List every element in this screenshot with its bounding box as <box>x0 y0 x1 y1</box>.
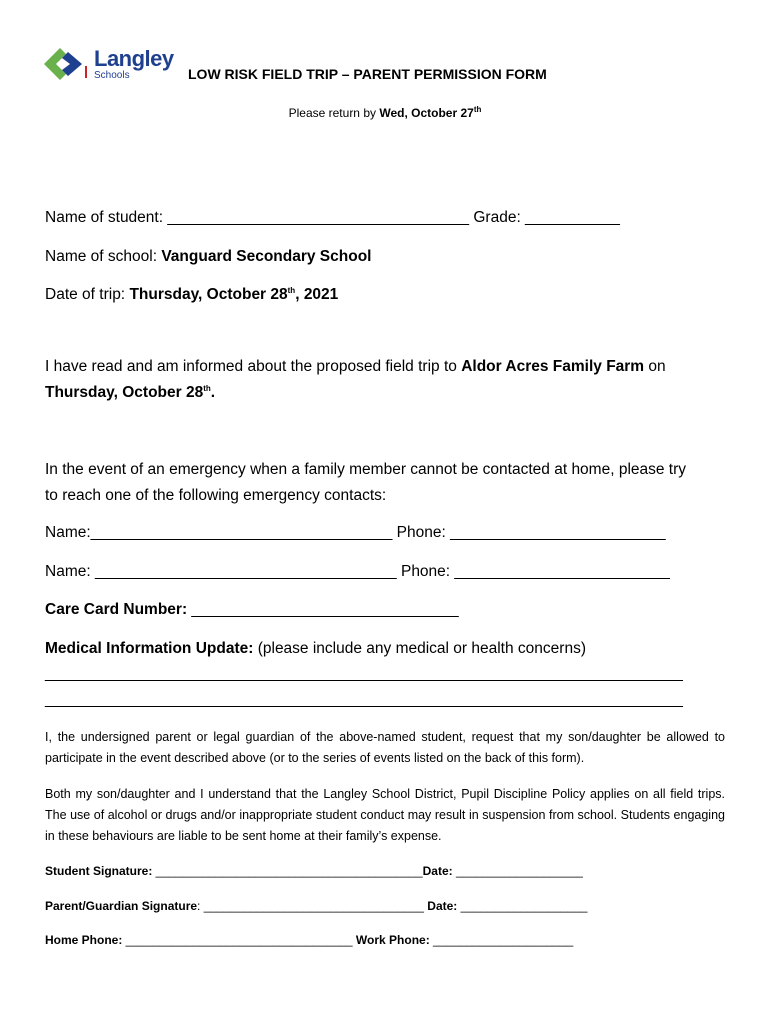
informed-date-suffix: th <box>203 384 211 393</box>
parent-date-label: Date: <box>427 899 458 913</box>
logo-mark-icon <box>44 46 92 82</box>
medical-info-blank-2[interactable]: __________________________________________________________________________ <box>45 691 683 708</box>
student-signature-row[interactable] <box>45 864 583 878</box>
phone-row[interactable] <box>45 933 573 947</box>
return-by-prefix: Please return by <box>288 106 380 120</box>
emergency-line-1: In the event of an emergency when a family member cannot be contacted at home, please try <box>45 461 687 478</box>
logo-sub-text: Schools <box>94 70 130 81</box>
trip-date-suffix: th <box>287 286 296 295</box>
informed-line-1 <box>45 358 666 376</box>
emergency-contact-1-field[interactable]: Name:___________________________________ Phone: _________________________ <box>45 524 666 541</box>
return-by-date: Wed, October 27 <box>379 106 474 120</box>
care-card-line: _______________________________ <box>187 601 459 618</box>
emergency-line-2: to reach one of the following emergency contacts: <box>45 487 387 504</box>
parent-signature-row[interactable] <box>45 899 587 913</box>
consent-paragraph-1: I, the undersigned parent or legal guardian of the above-named student, request that my son/daughter be allowed to participate in the event described above (or to the series of events listed on the back of this form). <box>45 730 725 765</box>
school-name-line <box>45 248 371 266</box>
trip-date-year: , 2021 <box>295 286 339 304</box>
student-name-grade-field[interactable]: Name of student: ___________________________________ Grade: ___________ <box>45 209 620 226</box>
informed-date: Thursday, October 28 <box>45 384 204 402</box>
work-phone-label: Work Phone: <box>352 933 430 947</box>
care-card-field[interactable] <box>45 601 459 619</box>
work-phone-line: _____________________ <box>429 933 574 947</box>
form-title: LOW RISK FIELD TRIP – PARENT PERMISSION FORM <box>188 66 547 82</box>
medical-info-label: Medical Information Update: <box>45 640 254 657</box>
home-phone-line: __________________________________ <box>122 933 353 947</box>
school-label: Name of school: <box>45 248 162 265</box>
school-value: Vanguard Secondary School <box>161 248 372 265</box>
student-date-label: Date: <box>422 864 453 878</box>
parent-date-line: ___________________ <box>457 899 588 913</box>
trip-date-value: Thursday, October 28 <box>129 286 288 304</box>
informed-place: Aldor Acres Family Farm <box>461 358 645 375</box>
care-card-label: Care Card Number: <box>45 601 188 618</box>
medical-info-text: (please include any medical or health concerns) <box>253 640 586 657</box>
informed-text: I have read and am informed about the proposed field trip to <box>45 358 462 375</box>
medical-info-blank-1[interactable]: __________________________________________________________________________ <box>45 665 683 682</box>
medical-info-heading <box>45 640 586 658</box>
return-by-line <box>0 105 770 120</box>
trip-date-label: Date of trip: <box>45 286 130 304</box>
student-date-line: ___________________ <box>452 864 583 878</box>
trip-date-line <box>45 286 338 304</box>
informed-line-2 <box>45 384 215 402</box>
student-signature-line: ________________________________________ <box>152 864 423 878</box>
langley-schools-logo <box>44 46 174 82</box>
logo-brand-text: Langley <box>94 46 174 71</box>
parent-signature-colon: : <box>197 899 204 913</box>
emergency-contact-2-field[interactable]: Name: ___________________________________ Phone: _________________________ <box>45 563 670 580</box>
student-signature-label: Student Signature: <box>45 864 153 878</box>
home-phone-label: Home Phone: <box>45 933 123 947</box>
informed-date-end: . <box>210 384 216 402</box>
parent-signature-label: Parent/Guardian Signature <box>45 899 198 913</box>
consent-paragraph-2: Both my son/daughter and I understand that the Langley School District, Pupil Discipline Policy applies on all field trips. The use of alcohol or drugs and/or inappropriate student conduct may result in suspension from school. Students engaging in these behaviours are liable to be sent home at their family’s expense. <box>45 787 725 843</box>
parent-signature-line: _________________________________ <box>203 899 428 913</box>
return-by-date-suffix: th <box>473 105 482 114</box>
informed-on: on <box>644 358 666 375</box>
